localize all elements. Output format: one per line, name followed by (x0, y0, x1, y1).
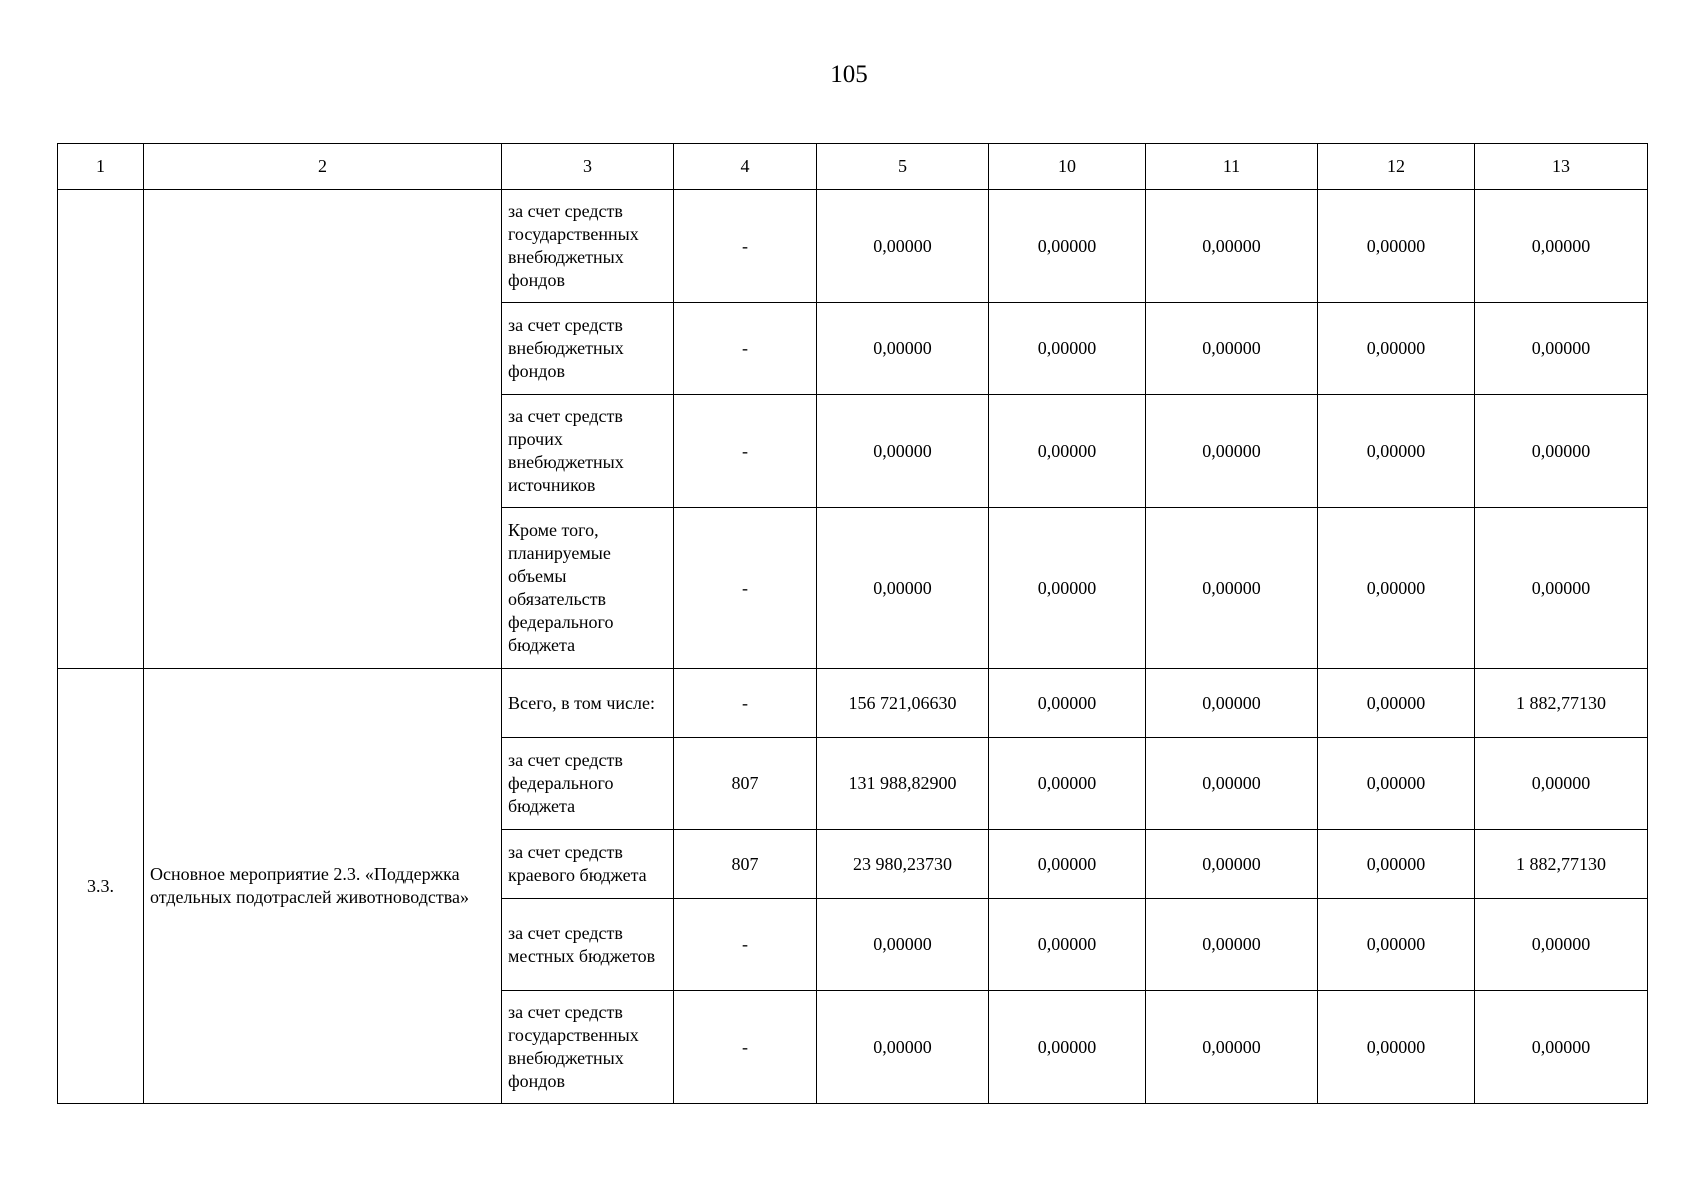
value-cell: 0,00000 (1475, 395, 1648, 508)
value-cell: 131 988,82900 (817, 738, 989, 830)
value-cell: 0,00000 (989, 669, 1146, 738)
funding-source-cell: за счет средств прочих внебюджетных источников (502, 395, 674, 508)
value-cell: 0,00000 (817, 991, 989, 1104)
header-cell: 2 (144, 144, 502, 190)
value-cell: 0,00000 (1318, 508, 1475, 669)
value-cell: 0,00000 (1318, 303, 1475, 395)
funding-source-cell: Всего, в том числе: (502, 669, 674, 738)
header-cell: 11 (1146, 144, 1318, 190)
value-cell: 0,00000 (989, 830, 1146, 899)
funding-source-cell: за счет средств государственных внебюджетных фондов (502, 991, 674, 1104)
code-cell: - (674, 190, 817, 303)
value-cell: 0,00000 (1146, 190, 1318, 303)
value-cell: 0,00000 (817, 508, 989, 669)
funding-source-cell: за счет средств государственных внебюджетных фондов (502, 190, 674, 303)
funding-source-cell: за счет средств местных бюджетов (502, 899, 674, 991)
value-cell: 0,00000 (1318, 830, 1475, 899)
value-cell: 0,00000 (817, 303, 989, 395)
code-cell: 807 (674, 738, 817, 830)
header-cell: 5 (817, 144, 989, 190)
row-name-cell (144, 190, 502, 669)
code-cell: - (674, 991, 817, 1104)
value-cell: 0,00000 (1475, 303, 1648, 395)
value-cell: 0,00000 (817, 190, 989, 303)
header-row (58, 144, 1648, 190)
header-cell: 12 (1318, 144, 1475, 190)
row-number-cell: 3.3. (58, 669, 144, 1104)
value-cell: 0,00000 (817, 899, 989, 991)
value-cell: 0,00000 (1146, 303, 1318, 395)
code-cell: - (674, 395, 817, 508)
value-cell: 0,00000 (989, 190, 1146, 303)
value-cell: 0,00000 (989, 991, 1146, 1104)
value-cell: 0,00000 (817, 395, 989, 508)
value-cell: 0,00000 (1475, 738, 1648, 830)
value-cell: 0,00000 (1318, 738, 1475, 830)
value-cell: 1 882,77130 (1475, 669, 1648, 738)
table-row (58, 190, 1648, 303)
value-cell: 0,00000 (1318, 991, 1475, 1104)
code-cell: - (674, 303, 817, 395)
header-cell: 4 (674, 144, 817, 190)
value-cell: 0,00000 (1146, 991, 1318, 1104)
value-cell: 0,00000 (989, 738, 1146, 830)
value-cell: 0,00000 (1475, 508, 1648, 669)
code-cell: - (674, 899, 817, 991)
funding-source-cell: за счет средств внебюджетных фондов (502, 303, 674, 395)
funding-source-cell: Кроме того, планируемые объемы обязательств федерального бюджета (502, 508, 674, 669)
value-cell: 0,00000 (1146, 830, 1318, 899)
value-cell: 1 882,77130 (1475, 830, 1648, 899)
value-cell: 0,00000 (1318, 395, 1475, 508)
value-cell: 0,00000 (989, 899, 1146, 991)
value-cell: 0,00000 (1146, 899, 1318, 991)
value-cell: 0,00000 (1475, 899, 1648, 991)
value-cell: 0,00000 (989, 508, 1146, 669)
value-cell: 0,00000 (1318, 669, 1475, 738)
funding-source-cell: за счет средств краевого бюджета (502, 830, 674, 899)
value-cell: 0,00000 (1318, 190, 1475, 303)
row-name-cell: Основное мероприятие 2.3. «Поддержка отдельных подотраслей животноводства» (144, 669, 502, 1104)
value-cell: 0,00000 (989, 303, 1146, 395)
row-number-cell (58, 190, 144, 669)
table-row (58, 669, 1648, 738)
header-cell: 3 (502, 144, 674, 190)
budget-table (57, 143, 1648, 1104)
page-number: 105 (830, 61, 868, 88)
value-cell: 0,00000 (1146, 669, 1318, 738)
code-cell: - (674, 508, 817, 669)
value-cell: 0,00000 (989, 395, 1146, 508)
value-cell: 0,00000 (1146, 395, 1318, 508)
code-cell: 807 (674, 830, 817, 899)
value-cell: 23 980,23730 (817, 830, 989, 899)
value-cell: 0,00000 (1475, 190, 1648, 303)
header-cell: 10 (989, 144, 1146, 190)
funding-source-cell: за счет средств федерального бюджета (502, 738, 674, 830)
value-cell: 0,00000 (1475, 991, 1648, 1104)
value-cell: 0,00000 (1146, 508, 1318, 669)
header-cell: 1 (58, 144, 144, 190)
code-cell: - (674, 669, 817, 738)
value-cell: 0,00000 (1318, 899, 1475, 991)
value-cell: 156 721,06630 (817, 669, 989, 738)
header-cell: 13 (1475, 144, 1648, 190)
value-cell: 0,00000 (1146, 738, 1318, 830)
